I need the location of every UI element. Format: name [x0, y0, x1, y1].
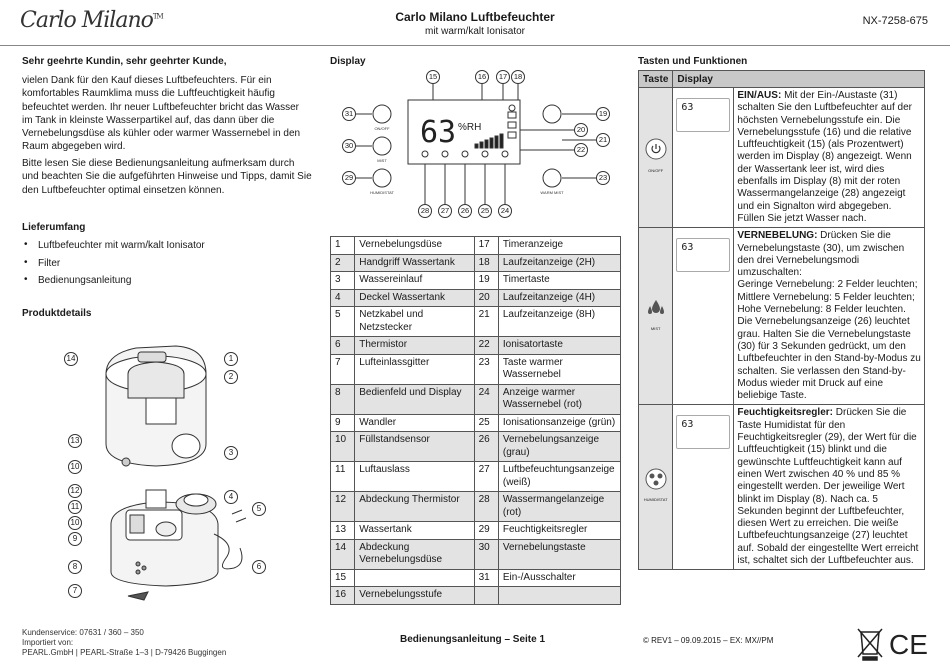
callout-10: 10: [68, 460, 82, 474]
list-item: • Bedienungsanleitung: [22, 275, 312, 293]
mini-display: [676, 415, 730, 449]
humidifier-illustration: [66, 334, 282, 602]
service-line: Kundenservice: 07631 / 360 – 350: [22, 628, 144, 637]
callout-26: 26: [458, 204, 472, 218]
table-row: [331, 432, 621, 462]
callout-20: 20: [574, 123, 588, 137]
certification-marks: [855, 626, 935, 662]
display-heading: Display: [330, 56, 366, 67]
intro-paragraph-1: vielen Dank für den Kauf dieses Luftbefeuchters. Für ein komfortables Raumklima muss die Luftfeuchtigkeit häufig befeuchtet werden. Ihr neuer Luftbefeuchter bricht das Wasser im Tank in kleinste Wasserpartikel auf, das dann über die Vernebelungsdüse als kühler oder warmer Wassernebel in den Raum abgegeben wird.: [22, 75, 301, 153]
table-row: [639, 405, 925, 570]
logo-text: Carlo Milano: [20, 8, 153, 33]
function-text: Drücken Sie die Taste Humidistat für den Feuchtigkeitsregler (29), der Wert für die Luftfeuchtigkeit (15) blinkt und die gewünschte Luftfeuchtigkeit kann auf einen Wert zwischen 40 % und 85 % eingestellt werden. Der jeweilige Wert blinkt im Display (8). Nach ca. 5 Sekunden beginnt der Luftbefeuchter, diesen Wert zu erreichen. Die weiße Luftbefeuchtungsanzeige (27) leuchtet auf. Sobald der eingestellte Wert erreicht ist, schaltet sich der Luftbefeuchter aus.: [737, 407, 919, 566]
callout-23: 23: [596, 171, 610, 185]
table-row: [331, 254, 621, 272]
lcd-value: 63: [420, 115, 457, 150]
function-text: Drücken Sie die Vernebelungstaste (30), um zwischen den drei Vernebelungsmodi umzuschalten:: [737, 230, 905, 279]
part-name: Netzkabel und Netzstecker: [355, 307, 474, 337]
mini-lcd-value: 63: [681, 242, 694, 254]
brand-logo: [20, 8, 163, 33]
callout-2: 2: [224, 370, 238, 384]
callout-14: 14: [64, 352, 78, 366]
part-name: Vernebelungstaste: [498, 539, 620, 569]
part-name: Handgriff Wassertank: [355, 254, 474, 272]
part-name: [355, 569, 474, 587]
part-number: 12: [331, 492, 355, 522]
part-number: 27: [474, 462, 498, 492]
part-name: Abdeckung Vernebelungsdüse: [355, 539, 474, 569]
col-taste: Taste: [639, 71, 673, 88]
part-name: Anzeige warmer Wassernebel (rot): [498, 384, 620, 414]
part-name: Füllstandsensor: [355, 432, 474, 462]
part-name: [498, 587, 620, 605]
part-name: Bedienfeld und Display: [355, 384, 474, 414]
table-row: [331, 569, 621, 587]
part-number: 31: [474, 569, 498, 587]
mist-label: MIST: [377, 158, 387, 163]
onoff-label: ON/OFF: [374, 126, 390, 131]
part-name: Laufzeitanzeige (4H): [498, 289, 620, 307]
callout-27: 27: [438, 204, 452, 218]
mist-icon: [645, 297, 667, 319]
footer-contact: [22, 628, 226, 658]
function-text: Mit der Ein-/Austaste (31) schalten Sie den Luftbefeuchter auf der höchsten Vernebelungsstufe ein. Die Vernebelungsstufe (16) und die relative Luftfeuchtigkeit (15) (als Prozentwert) werden im Display (8) angezeigt. Wenn der Wassertank leer ist, wird dies ebenfalls im Display (8) mit der roten Wassermangelanzeige (28) angezeigt und ein Signalton wird abgegeben. Füllen Sie jetzt Wasser nach.: [737, 90, 912, 224]
table-row: [331, 587, 621, 605]
mini-display: [676, 238, 730, 272]
part-name: Luftauslass: [355, 462, 474, 492]
icon-label: MIST: [650, 326, 661, 332]
callout-12: 12: [68, 484, 82, 498]
part-name: Wassertank: [355, 522, 474, 540]
part-number: 29: [474, 522, 498, 540]
callout-24: 24: [498, 204, 512, 218]
mini-lcd-value: 63: [681, 419, 694, 431]
callout-5: 5: [252, 502, 266, 516]
part-name: Thermistor: [355, 337, 474, 355]
part-name: Wassermangelanzeige (rot): [498, 492, 620, 522]
revision: © REV1 – 09.09.2015 – EX: MX//PM: [643, 636, 774, 645]
part-number: 5: [331, 307, 355, 337]
part-number: 28: [474, 492, 498, 522]
logo-tm: TM: [152, 12, 163, 21]
callout-11: 11: [68, 500, 82, 514]
mode-line: Geringe Vernebelung: 2 Felder leuchten;: [737, 279, 918, 291]
callout-8: 8: [68, 560, 82, 574]
callout-4: 4: [224, 490, 238, 504]
part-name: Abdeckung Thermistor: [355, 492, 474, 522]
lieferumfang-heading: Lieferumfang: [22, 222, 86, 233]
callout-15: 15: [426, 70, 440, 84]
part-number: 8: [331, 384, 355, 414]
part-number: 19: [474, 272, 498, 290]
power-icon-cell: [639, 88, 673, 228]
table-row: [331, 307, 621, 337]
part-number: 11: [331, 462, 355, 492]
mode-line: Mittlere Vernebelung: 5 Felder leuchten;: [737, 291, 915, 303]
part-number: 9: [331, 414, 355, 432]
part-number: 20: [474, 289, 498, 307]
part-number: 24: [474, 384, 498, 414]
table-row: [331, 237, 621, 255]
part-number: 10: [331, 432, 355, 462]
address-line: PEARL.GmbH | PEARL-Straße 1–3 | D-79426 Buggingen: [22, 648, 227, 657]
callout-18: 18: [511, 70, 525, 84]
part-number: 13: [331, 522, 355, 540]
callout-29: 29: [342, 171, 356, 185]
humidistat-icon: [645, 468, 667, 490]
part-number: 7: [331, 354, 355, 384]
part-number: 21: [474, 307, 498, 337]
table-row: [639, 88, 925, 228]
part-name: Vernebelungsstufe: [355, 587, 474, 605]
function-title: EIN/AUS:: [737, 90, 782, 101]
mode-line: Hohe Vernebelung: 8 Felder leuchten.: [737, 304, 906, 316]
produktdetails-heading: Produktdetails: [22, 308, 92, 319]
table-row: [331, 492, 621, 522]
functions-table: [638, 70, 925, 570]
greeting-heading: Sehr geehrte Kundin, sehr geehrter Kunde,: [22, 56, 227, 67]
part-number: 1: [331, 237, 355, 255]
list-item: • Luftbefeuchter mit warm/kalt Ionisator: [22, 240, 312, 258]
humidistat-label: HUMIDISTAT: [370, 190, 394, 195]
table-row: [331, 337, 621, 355]
part-number: 6: [331, 337, 355, 355]
part-name: Vernebelungsdüse: [355, 237, 474, 255]
callout-9: 9: [68, 532, 82, 546]
part-name: Wandler: [355, 414, 474, 432]
parts-table: [330, 236, 621, 605]
page-subtitle: mit warm/kalt Ionisator: [424, 26, 526, 37]
description-cell: [734, 88, 925, 228]
icon-label: ON/OFF: [648, 167, 664, 173]
page-title: Carlo Milano Luftbefeuchter: [395, 10, 555, 24]
icon-label: HUMIDISTAT: [643, 497, 668, 503]
part-number: 3: [331, 272, 355, 290]
part-name: Lufteinlassgitter: [355, 354, 474, 384]
part-number: 4: [331, 289, 355, 307]
lcd-unit: %RH: [458, 122, 482, 133]
part-name: Luftbefeuchtungsanzeige (weiß): [498, 462, 620, 492]
table-row: [331, 414, 621, 432]
part-number: 15: [331, 569, 355, 587]
description-cell: [734, 405, 925, 570]
callout-3: 3: [224, 446, 238, 460]
table-row: [331, 272, 621, 290]
callout-17: 17: [496, 70, 510, 84]
product-drawing: [66, 334, 282, 602]
table-row: [331, 522, 621, 540]
table-row: [331, 462, 621, 492]
callout-10b: 10: [68, 516, 82, 530]
col-display: Display: [673, 71, 925, 88]
part-name: Timertaste: [498, 272, 620, 290]
part-name: Ionisationsanzeige (grün): [498, 414, 620, 432]
mini-lcd-value: 63: [681, 102, 694, 113]
table-row: [331, 539, 621, 569]
mini-display: [676, 98, 730, 132]
callout-30: 30: [342, 139, 356, 153]
part-name: Ionisatortaste: [498, 337, 620, 355]
callout-22: 22: [574, 143, 588, 157]
part-number: [474, 587, 498, 605]
part-number: 17: [474, 237, 498, 255]
tasten-heading: Tasten und Funktionen: [638, 56, 748, 67]
table-row: [331, 354, 621, 384]
part-number: 16: [331, 587, 355, 605]
callout-28: 28: [418, 204, 432, 218]
table-row: [639, 228, 925, 405]
part-name: Laufzeitanzeige (8H): [498, 307, 620, 337]
display-cell: [673, 228, 734, 405]
part-number: 18: [474, 254, 498, 272]
part-name: Deckel Wassertank: [355, 289, 474, 307]
part-number: 26: [474, 432, 498, 462]
intro-paragraph-2: Bitte lesen Sie diese Bedienungsanleitung aufmerksam durch und beachten Sie die aufgeführten Hinweise und Tipps, damit Sie den Luftbefeuchter optimal einsetzen können.: [22, 158, 312, 196]
part-number: 22: [474, 337, 498, 355]
ce-mark: CE: [889, 629, 928, 660]
mist-icon-cell: [639, 228, 673, 405]
callout-13: 13: [68, 434, 82, 448]
callout-19: 19: [596, 107, 610, 121]
part-number: 23: [474, 354, 498, 384]
function-text-2: Die Vernebelungsanzeige (26) leuchtet grau. Halten Sie die Vernebelungstaste (30) für 3 Sekunden gedrückt, um den Luftbefeuchter in den Stand-by-Modus zu schalten. Sie verlassen den Stand-by-Modus wieder mit Druck auf eine beliebige Taste.: [737, 316, 921, 402]
humidistat-icon-cell: [639, 405, 673, 570]
page-number: Bedienungsanleitung – Seite 1: [400, 634, 546, 645]
part-number: 30: [474, 539, 498, 569]
display-cell: [673, 405, 734, 570]
page-header: [0, 0, 950, 46]
table-row: [331, 384, 621, 414]
part-name: Vernebelungsanzeige (grau): [498, 432, 620, 462]
callout-21: 21: [596, 133, 610, 147]
description-cell: [734, 228, 925, 405]
callout-7: 7: [68, 584, 82, 598]
article-number: NX-7258-675: [862, 15, 928, 27]
part-name: Feuchtigkeitsregler: [498, 522, 620, 540]
part-name: Timeranzeige: [498, 237, 620, 255]
display-diagram: [330, 70, 620, 220]
part-number: 25: [474, 414, 498, 432]
part-name: Laufzeitanzeige (2H): [498, 254, 620, 272]
part-number: 2: [331, 254, 355, 272]
callout-6: 6: [252, 560, 266, 574]
part-number: 14: [331, 539, 355, 569]
importer-line: Importiert von:: [22, 638, 74, 647]
callout-31: 31: [342, 107, 356, 121]
weee-ce-icon: [855, 626, 935, 662]
lieferumfang-list: [22, 240, 312, 293]
list-item: • Filter: [22, 258, 312, 276]
power-icon: [645, 138, 667, 160]
table-row: [331, 289, 621, 307]
display-cell: [673, 88, 734, 228]
part-name: Wassereinlauf: [355, 272, 474, 290]
function-title: VERNEBELUNG:: [737, 230, 818, 242]
part-name: Ein-/Ausschalter: [498, 569, 620, 587]
warm-mist-label: WARM MIST: [540, 190, 564, 195]
callout-25: 25: [478, 204, 492, 218]
callout-16: 16: [475, 70, 489, 84]
part-name: Taste warmer Wassernebel: [498, 354, 620, 384]
callout-1: 1: [224, 352, 238, 366]
function-title: Feuchtigkeitsregler:: [737, 407, 833, 419]
